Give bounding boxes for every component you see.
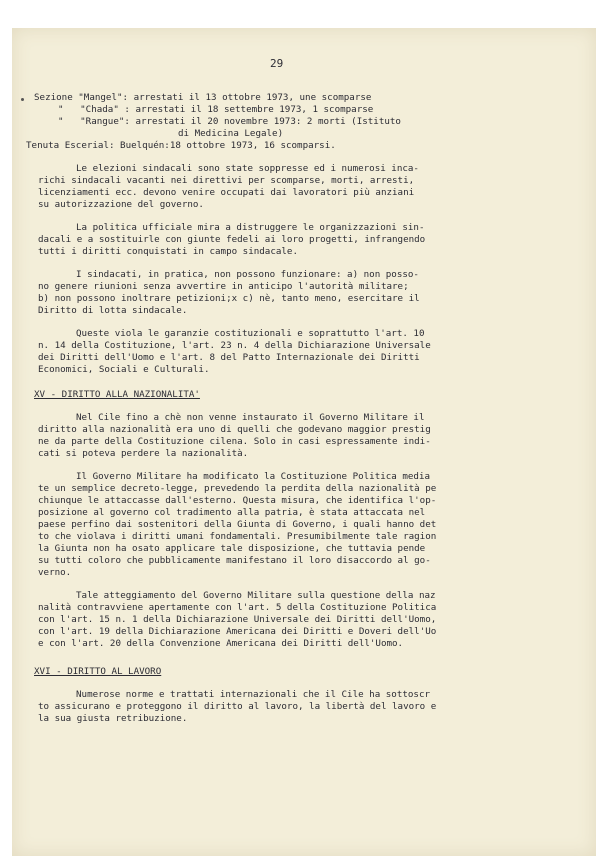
text-line: Tale atteggiamento del Governo Militare sulla questione della naz (76, 590, 436, 601)
text-line: cati si poteva perdere la nazionalità. (38, 448, 249, 459)
text-line: Diritto di lotta sindacale. (38, 305, 188, 316)
section-heading: XV - DIRITTO ALLA NAZIONALITA' (34, 389, 200, 400)
text-line: " "Chada" : arrestati il 18 settembre 1973, 1 scomparse (58, 104, 374, 115)
text-line: ne da parte della Costituzione cilena. Solo in casi espressamente indi- (38, 436, 431, 447)
text-line: " "Rangue": arrestati il 20 novembre 1973: 2 morti (Istituto (58, 116, 401, 127)
text-line: Queste viola le garanzie costituzionali e soprattutto l'art. 10 (76, 328, 425, 339)
text-line: con l'art. 19 della Dichiarazione Americana dei Diritti e Doveri dell'Uo (38, 626, 437, 637)
text-line: I sindacati, in pratica, non possono funzionare: a) non posso- (76, 269, 419, 280)
text-line: to assicurano e proteggono il diritto al lavoro, la libertà del lavoro e (38, 701, 437, 712)
text-line: paese perfino dai sostenitori della Giunta di Governo, i quali hanno det (38, 519, 437, 530)
text-line: licenziamenti ecc. devono venire occupati dai lavoratori più anziani (38, 187, 415, 198)
text-line: di Medicina Legale) (178, 128, 284, 139)
margin-mark (21, 98, 24, 101)
text-line: la Giunta non ha osato applicare tale disposizione, che tuttavia pende (38, 543, 426, 554)
text-line: dacali e a sostituirle con giunte fedeli ai loro progetti, infrangendo (38, 234, 426, 245)
text-line: Tenuta Escerial: Buelquén:18 ottobre 1973, 16 scomparsi. (26, 140, 336, 151)
text-line: b) non possono inoltrare petizioni;x c) nè, tanto meno, esercitare il (38, 293, 420, 304)
text-line: nalità contravviene apertamente con l'art. 5 della Costituzione Politica (38, 602, 437, 613)
section-heading: XVI - DIRITTO AL LAVORO (34, 666, 162, 677)
text-line: Il Governo Militare ha modificato la Costituzione Politica media (76, 471, 431, 482)
text-line: te un semplice decreto-legge, prevedendo la perdita della nazionalità pe (38, 483, 437, 494)
page-number: 29 (270, 57, 284, 70)
text-line: Sezione "Mangel": arrestati il 13 ottobre 1973, une scomparse (34, 92, 372, 103)
text-line: chiunque le attaccasse dall'esterno. Questa misura, che identifica l'op- (38, 495, 437, 506)
text-line: Nel Cile fino a chè non venne instaurato il Governo Militare il (76, 412, 425, 423)
document-page (12, 28, 596, 856)
text-line: Le elezioni sindacali sono state soppresse ed i numerosi inca- (76, 163, 419, 174)
text-line: tutti i diritti conquistati in campo sindacale. (38, 246, 298, 257)
text-line: la sua giusta retribuzione. (38, 713, 188, 724)
text-line: richi sindacali vacanti nei direttivi per scomparse, morti, arresti, (38, 175, 415, 186)
text-line: su tutti coloro che pubblicamente manifestano il loro disaccordo al go- (38, 555, 431, 566)
text-line: diritto alla nazionalità era uno di quelli che godevano maggior prestig (38, 424, 431, 435)
text-line: to che violava i diritti umani fondamentali. Presumibilmente tale ragion (38, 531, 437, 542)
text-line: dei Diritti dell'Uomo e l'art. 8 del Patto Internazionale dei Diritti (38, 352, 420, 363)
text-line: con l'art. 15 n. 1 della Dichiarazione Universale dei Diritti dell'Uomo, (38, 614, 437, 625)
text-line: verno. (38, 567, 72, 578)
text-line: su autorizzazione del governo. (38, 199, 204, 210)
text-line: posizione al governo col tradimento alla patria, è stata attaccata nel (38, 507, 426, 518)
text-line: La politica ufficiale mira a distruggere le organizzazioni sin- (76, 222, 425, 233)
text-line: n. 14 della Costituzione, l'art. 23 n. 4 della Dichiarazione Universale (38, 340, 431, 351)
text-line: Economici, Sociali e Culturali. (38, 364, 210, 375)
text-line: Numerose norme e trattati internazionali che il Cile ha sottoscr (76, 689, 431, 700)
text-line: e con l'art. 20 della Convenzione Americana dei Diritti dell'Uomo. (38, 638, 404, 649)
text-line: no genere riunioni senza avvertire in anticipo l'autorità militare; (38, 281, 409, 292)
